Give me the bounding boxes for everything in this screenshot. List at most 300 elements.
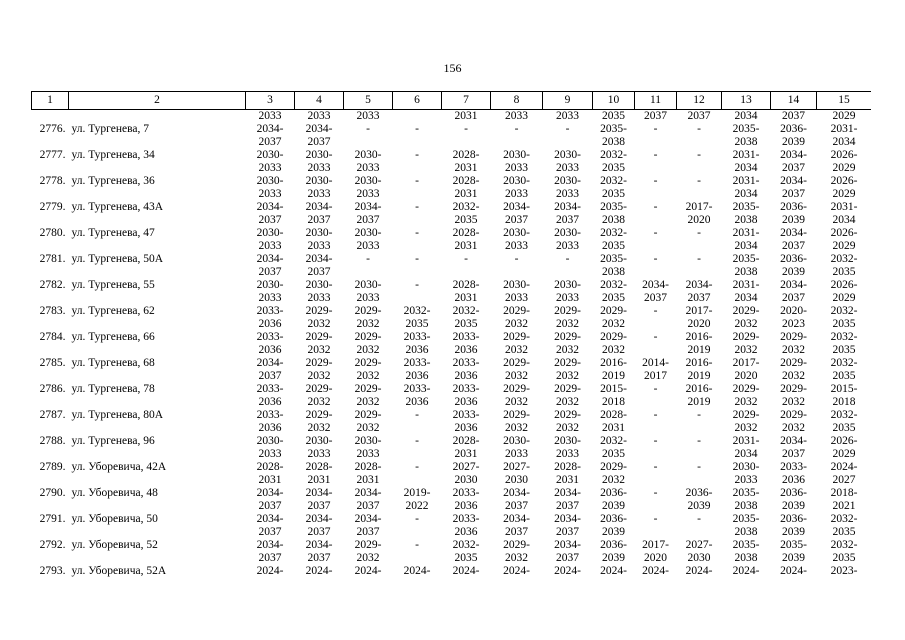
period-end: 2036	[258, 317, 282, 330]
period-start: 2017-	[642, 538, 669, 551]
period-end: 2033	[505, 239, 528, 252]
period-end: 2020	[687, 213, 711, 226]
row-number: 2779.	[39, 200, 66, 213]
period-start: 2029-	[305, 304, 333, 317]
period-cell	[543, 513, 593, 539]
period-end: 2030	[454, 473, 478, 486]
table-row	[32, 279, 872, 305]
period-end: 2037	[258, 265, 282, 278]
period-end: 2035	[832, 525, 856, 538]
period-start: 2029-	[780, 408, 807, 421]
period-end: 2037	[307, 525, 331, 538]
period-start: 2017-	[685, 304, 713, 317]
period-start: 2024-	[354, 564, 382, 577]
period-start: 2032-	[830, 356, 858, 369]
period-cell	[246, 565, 295, 582]
period-cell	[491, 409, 543, 435]
period-end	[393, 578, 442, 582]
period-cell	[817, 461, 872, 487]
period-cell	[344, 461, 393, 487]
period-end: 2032	[505, 395, 528, 408]
period-cell	[442, 201, 491, 227]
period-end: 2036	[258, 395, 282, 408]
period-cell	[722, 227, 771, 253]
period-start: 2029-	[554, 304, 581, 317]
period-end: 2039	[782, 525, 805, 538]
period-cell	[344, 305, 393, 331]
period-end: 2037	[556, 525, 579, 538]
period-end	[817, 578, 872, 582]
period-cell	[491, 305, 543, 331]
period-start: 2030-	[554, 278, 581, 291]
period-start: 2016-	[685, 330, 713, 343]
period-cell	[593, 487, 635, 513]
address-cell: ул. Уборевича, 48	[71, 486, 158, 499]
period-cell	[817, 565, 872, 582]
period-start: -	[697, 512, 701, 525]
period-cell	[817, 331, 872, 357]
period-cell	[817, 435, 872, 461]
period-end: 2038	[734, 525, 758, 538]
table-row	[32, 357, 872, 383]
period-end: 2037	[556, 499, 579, 512]
period-cell	[635, 305, 677, 331]
table-row	[32, 487, 872, 513]
period-start: 2031-	[830, 200, 858, 213]
period-end	[393, 266, 442, 279]
period-start: 2036-	[600, 538, 627, 551]
period-end	[677, 578, 722, 582]
column-number-8: 8	[491, 92, 543, 110]
continuation-cell: 2033	[356, 110, 380, 122]
period-end: 2037	[258, 135, 282, 148]
period-end	[635, 500, 677, 513]
period-start: -	[697, 174, 701, 187]
period-start: 2028-	[305, 460, 333, 473]
period-end	[635, 162, 677, 175]
period-start: 2026-	[830, 226, 858, 239]
table-row	[32, 201, 872, 227]
period-start: 2034-	[554, 538, 581, 551]
period-cell	[491, 383, 543, 409]
period-cell	[543, 357, 593, 383]
period-start: -	[653, 122, 658, 135]
period-end: 2034	[734, 161, 758, 174]
period-cell	[722, 253, 771, 279]
period-end: 2023	[782, 317, 805, 330]
continuation-cell: 2033	[307, 110, 331, 122]
period-end: 2034	[832, 135, 856, 148]
period-start: -	[697, 148, 701, 161]
period-start: 2028-	[452, 434, 480, 447]
period-end	[393, 136, 442, 149]
period-end: 2037	[356, 499, 380, 512]
period-start: 2033-	[403, 330, 431, 343]
period-cell	[771, 279, 817, 305]
period-cell	[593, 149, 635, 175]
period-start: 2033-	[403, 356, 431, 369]
period-end: 2033	[505, 447, 528, 460]
period-start: 2015-	[600, 382, 627, 395]
period-cell	[442, 461, 491, 487]
period-start: 2036-	[780, 122, 807, 135]
period-end: 2032	[602, 473, 625, 486]
table-row	[32, 253, 872, 279]
period-start: 2030-	[256, 226, 284, 239]
period-end: 2037	[782, 187, 805, 200]
period-cell	[635, 279, 677, 305]
period-start: 2034-	[780, 148, 807, 161]
period-start: 2030-	[305, 148, 333, 161]
period-start: 2034-	[780, 226, 807, 239]
period-end: 2036	[454, 525, 478, 538]
period-start: 2034-	[554, 486, 581, 499]
period-start: 2030-	[354, 434, 382, 447]
period-cell	[491, 435, 543, 461]
period-cell	[771, 409, 817, 435]
period-end: 2032	[782, 395, 805, 408]
column-number-1: 1	[32, 92, 69, 110]
period-cell	[722, 513, 771, 539]
period-end: 2033	[356, 239, 380, 252]
period-start: 2032-	[830, 538, 858, 551]
period-start: 2031-	[732, 148, 760, 161]
period-start: -	[653, 512, 658, 525]
period-start: 2036-	[600, 512, 627, 525]
period-end: 2032	[556, 421, 579, 434]
period-start: 2032-	[403, 304, 431, 317]
period-end	[393, 552, 442, 565]
period-end	[393, 292, 442, 305]
period-start: 2029-	[354, 538, 382, 551]
period-end	[393, 162, 442, 175]
period-cell	[593, 253, 635, 279]
period-cell	[543, 331, 593, 357]
period-start: 2030-	[503, 434, 530, 447]
address-cell: ул. Тургенева, 66	[71, 330, 155, 343]
period-start: -	[653, 200, 658, 213]
period-end: 2036	[782, 473, 805, 486]
period-end: 2037	[556, 213, 579, 226]
period-cell	[491, 513, 543, 539]
period-cell	[817, 201, 872, 227]
period-start: 2034-	[354, 200, 382, 213]
period-end: 2032	[556, 395, 579, 408]
period-cell	[442, 123, 491, 149]
period-cell	[393, 357, 442, 383]
period-cell	[722, 435, 771, 461]
period-end: 2018	[602, 395, 625, 408]
period-cell	[817, 149, 872, 175]
period-start: 2030-	[554, 174, 581, 187]
period-start: -	[415, 174, 419, 187]
period-end: 2032	[556, 343, 579, 356]
period-start: 2026-	[830, 278, 858, 291]
period-cell	[722, 305, 771, 331]
period-cell	[442, 409, 491, 435]
period-start: 2032-	[452, 538, 480, 551]
period-start: -	[653, 330, 658, 343]
period-start: 2028-	[554, 460, 581, 473]
period-cell	[817, 487, 872, 513]
period-start: 2030-	[503, 278, 530, 291]
column-number-2: 2	[69, 92, 246, 110]
period-start: -	[415, 460, 419, 473]
period-end: 2032	[505, 421, 528, 434]
period-cell	[393, 279, 442, 305]
period-end: 2029	[832, 291, 856, 304]
period-start: 2017-	[732, 356, 760, 369]
period-cell	[635, 539, 677, 565]
period-cell	[295, 461, 344, 487]
period-cell	[635, 149, 677, 175]
period-end: 2033	[307, 161, 331, 174]
period-start: 2030-	[503, 148, 530, 161]
period-start: -	[653, 382, 658, 395]
period-end: 2033	[307, 447, 331, 460]
address-cell: ул. Тургенева, 62	[71, 304, 155, 317]
period-end: 2033	[307, 187, 331, 200]
period-end: 2034	[832, 213, 856, 226]
period-start: 2029-	[354, 408, 382, 421]
period-end: 2031	[454, 187, 478, 200]
period-start: 2029-	[354, 330, 382, 343]
period-end	[635, 240, 677, 253]
period-cell	[635, 227, 677, 253]
period-start: 2033-	[403, 382, 431, 395]
period-start: 2024-	[780, 564, 807, 577]
period-cell	[393, 201, 442, 227]
period-cell	[817, 357, 872, 383]
period-start: 2030-	[256, 148, 284, 161]
period-cell	[393, 435, 442, 461]
period-end	[543, 266, 593, 279]
period-end	[677, 474, 722, 487]
period-cell	[677, 305, 722, 331]
period-end: 2032	[307, 317, 331, 330]
period-cell	[491, 331, 543, 357]
address-cell: ул. Тургенева, 50А	[71, 252, 164, 265]
column-number-row	[32, 92, 872, 110]
period-cell	[771, 513, 817, 539]
period-end: 2036	[454, 395, 478, 408]
period-end: 2034	[734, 187, 758, 200]
address-cell: ул. Тургенева, 55	[71, 278, 155, 291]
period-start: -	[697, 252, 701, 265]
period-end	[635, 578, 677, 582]
period-end: 2029	[832, 447, 856, 460]
period-cell	[817, 305, 872, 331]
period-end: 2032	[356, 421, 380, 434]
period-start: 2031-	[732, 174, 760, 187]
period-end: 2037	[258, 525, 282, 538]
period-end	[677, 240, 722, 253]
period-end: 2032	[356, 551, 380, 564]
period-start: -	[514, 122, 519, 135]
period-end: 2032	[556, 369, 579, 382]
period-start: -	[415, 226, 419, 239]
period-end: 2032	[505, 551, 528, 564]
period-cell	[246, 279, 295, 305]
period-end	[771, 578, 817, 582]
period-cell	[246, 123, 295, 149]
period-end: 2033	[258, 239, 282, 252]
period-start: 2030-	[354, 148, 382, 161]
period-end: 2035	[602, 291, 625, 304]
period-end: 2037	[782, 161, 805, 174]
period-start: 2032-	[600, 148, 627, 161]
period-cell	[543, 539, 593, 565]
period-end: 2033	[356, 187, 380, 200]
period-start: 2029-	[732, 330, 760, 343]
period-end	[393, 214, 442, 227]
period-start: 2020-	[780, 304, 807, 317]
period-cell	[543, 201, 593, 227]
period-cell	[722, 279, 771, 305]
period-end: 2032	[307, 343, 331, 356]
period-end	[393, 422, 442, 435]
period-start: -	[697, 408, 701, 421]
period-start: 2033-	[452, 486, 480, 499]
period-start: 2029-	[554, 356, 581, 369]
address-cell: ул. Уборевича, 50	[71, 512, 158, 525]
period-start: -	[653, 148, 658, 161]
period-cell	[635, 565, 677, 582]
period-start: 2033-	[452, 330, 480, 343]
period-start: 2032-	[830, 252, 858, 265]
period-cell	[393, 305, 442, 331]
period-end: 2038	[734, 265, 758, 278]
period-start: 2034-	[685, 278, 713, 291]
period-end: 2036	[405, 395, 429, 408]
period-cell	[771, 435, 817, 461]
period-start: 2035-	[780, 538, 807, 551]
period-end: 2033	[356, 291, 380, 304]
period-cell	[677, 435, 722, 461]
period-cell	[393, 331, 442, 357]
period-cell	[543, 461, 593, 487]
period-end	[491, 136, 543, 149]
period-end: 2021	[832, 499, 856, 512]
period-start: 2026-	[830, 434, 858, 447]
table-row	[32, 331, 872, 357]
period-start: 2024-	[305, 564, 333, 577]
period-start: 2029-	[780, 330, 807, 343]
period-start: 2031-	[732, 278, 760, 291]
period-end: 2032	[602, 317, 625, 330]
period-start: 2015-	[830, 382, 858, 395]
period-end: 2032	[505, 317, 528, 330]
period-cell	[817, 227, 872, 253]
period-cell	[344, 175, 393, 201]
period-end: 2033	[307, 291, 331, 304]
period-start: 2034-	[256, 122, 284, 135]
period-end: 2037	[644, 291, 667, 304]
period-end: 2036	[454, 343, 478, 356]
period-cell	[593, 227, 635, 253]
period-end: 2032	[782, 369, 805, 382]
period-start: -	[415, 408, 419, 421]
period-cell	[722, 461, 771, 487]
period-cell	[442, 253, 491, 279]
period-end	[635, 344, 677, 357]
period-start: -	[366, 122, 370, 135]
period-cell	[722, 331, 771, 357]
period-cell	[491, 539, 543, 565]
period-cell	[677, 565, 722, 582]
period-cell	[295, 175, 344, 201]
period-end: 2019	[687, 369, 711, 382]
period-end	[491, 266, 543, 279]
period-cell	[593, 565, 635, 582]
period-start: 2029-	[780, 382, 807, 395]
period-start: 2027-	[503, 460, 530, 473]
period-start: 2023-	[830, 564, 858, 577]
period-end	[295, 578, 344, 582]
period-cell	[246, 305, 295, 331]
period-start: 2032-	[452, 200, 480, 213]
address-cell: ул. Тургенева, 34	[71, 148, 155, 161]
period-cell	[491, 149, 543, 175]
period-start: 2034-	[780, 174, 807, 187]
continuation-cell: 2037	[782, 110, 805, 122]
continuation-cell: 2031	[454, 110, 478, 122]
table-body	[32, 110, 872, 582]
period-end: 2033	[556, 291, 579, 304]
continuation-cell	[32, 110, 69, 123]
period-end: 2039	[602, 525, 625, 538]
period-start: -	[464, 252, 468, 265]
period-cell	[677, 383, 722, 409]
period-start: 2028-	[452, 226, 480, 239]
period-cell	[393, 383, 442, 409]
period-start: -	[415, 538, 419, 551]
period-end: 2031	[454, 291, 478, 304]
period-cell	[677, 149, 722, 175]
period-start: 2024-	[685, 564, 713, 577]
period-end: 2032	[782, 421, 805, 434]
period-start: 2029-	[305, 356, 333, 369]
period-start: 2032-	[830, 408, 858, 421]
period-cell	[543, 123, 593, 149]
continuation-cell: 2034	[734, 110, 758, 122]
period-start: 2035-	[732, 122, 760, 135]
period-cell	[817, 513, 872, 539]
period-cell	[344, 383, 393, 409]
period-cell	[593, 383, 635, 409]
period-cell	[635, 513, 677, 539]
column-number-15: 15	[817, 92, 872, 110]
period-start: 2016-	[685, 356, 713, 369]
period-cell	[677, 123, 722, 149]
period-cell	[344, 357, 393, 383]
period-cell	[677, 175, 722, 201]
period-cell	[442, 565, 491, 582]
period-start: -	[697, 460, 701, 473]
period-start: 2034-	[554, 200, 581, 213]
period-cell	[295, 565, 344, 582]
period-end: 2039	[602, 499, 625, 512]
period-start: -	[415, 148, 419, 161]
period-cell	[635, 201, 677, 227]
period-end: 2033	[734, 473, 758, 486]
row-number: 2780.	[39, 226, 66, 239]
period-start: 2030-	[503, 226, 530, 239]
row-number: 2789.	[39, 460, 66, 473]
period-end: 2031	[454, 161, 478, 174]
period-start: 2030-	[256, 434, 284, 447]
period-end: 2035	[602, 239, 625, 252]
